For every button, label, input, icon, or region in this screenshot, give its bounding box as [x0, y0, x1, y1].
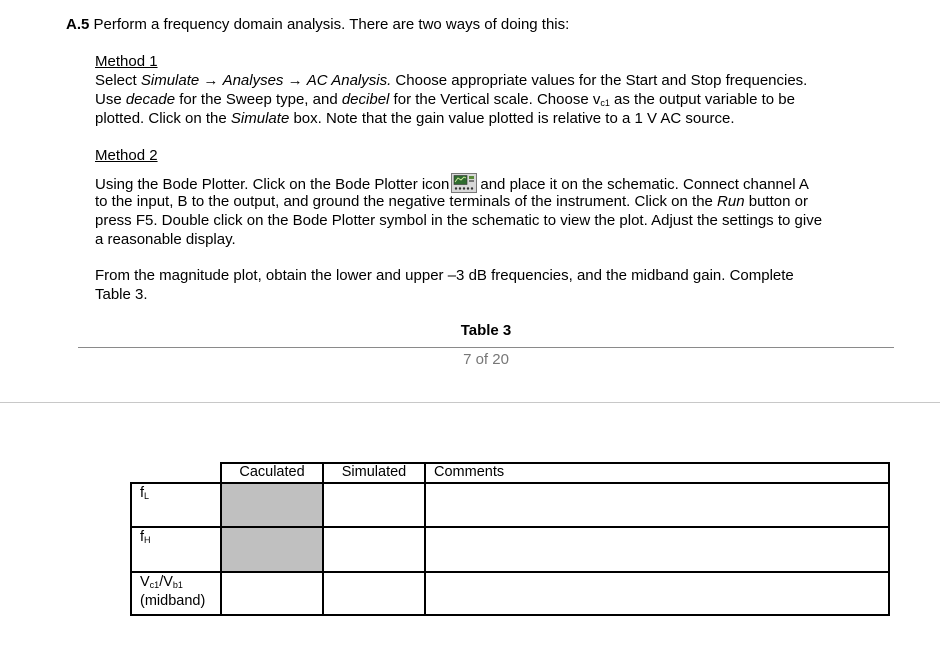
cell-sim-fL[interactable]: [324, 484, 422, 526]
bode-plotter-icon: [451, 173, 477, 193]
method1-heading: Method 1: [95, 53, 158, 70]
section-intro: Perform a frequency domain analysis. There are two ways of doing this:: [93, 16, 570, 33]
table-bottom-border: [130, 614, 890, 616]
method1-block: [95, 52, 895, 128]
closing-line1: From the magnitude plot, obtain the lower and upper –3 dB frequencies, and the midband gain. Complete: [95, 267, 794, 284]
row-label-fL: $f_L$: [140, 485, 150, 501]
row-label-gain-midband: (midband): [140, 593, 206, 609]
page-indicator: 7 of 20: [463, 351, 509, 368]
header-comments: Comments: [434, 464, 505, 480]
closing-line2: Table 3.: [95, 286, 148, 303]
section-heading: [66, 16, 569, 33]
table-caption: Table 3: [460, 322, 512, 339]
page-divider: [78, 347, 894, 348]
method2-heading: Method 2: [95, 147, 158, 164]
cell-comments-fL[interactable]: [426, 484, 888, 526]
method1-line2: Use decade for the Sweep type, and decibel for the Vertical scale. Choose $v_{c1}$ as the output variable to be: [95, 91, 795, 108]
cell-comments-fH[interactable]: [426, 528, 888, 571]
method2-line3: press F5. Double click on the Bode Plotter symbol in the schematic to view the plot. Adjust the settings to give: [95, 212, 823, 229]
header-calculated: Caculated: [239, 464, 305, 480]
method1-line1: Select Simulate → Analyses → AC Analysis. Choose appropriate values for the Start and Stop frequencies.: [95, 72, 808, 89]
method2-line4: a reasonable display.: [95, 231, 236, 248]
cell-sim-fH[interactable]: [324, 528, 422, 571]
table-right-border: [888, 462, 890, 616]
page-break-divider: [0, 402, 940, 403]
method2-block: [95, 146, 895, 249]
closing-block: [95, 266, 895, 304]
table-left-border: [130, 482, 132, 616]
method1-line3: plotted. Click on the Simulate box. Note that the gain value plotted is relative to a 1 V AC source.: [95, 110, 735, 127]
cell-comments-gain[interactable]: [426, 573, 888, 614]
shaded-cell-calc-fL: [221, 483, 323, 527]
header-simulated: Simulated: [341, 464, 407, 480]
row-label-gain: $V_{c1}/V_{b1}$: [140, 574, 183, 590]
row-label-fH: $f_H$: [140, 529, 151, 545]
cell-sim-gain[interactable]: [324, 573, 422, 614]
method2-line1: Using the Bode Plotter. Click on the Bode Plotter icon and place it on the schematic. Connect channel A: [95, 173, 895, 192]
cell-calc-gain[interactable]: [222, 573, 322, 614]
shaded-cell-calc-fH: [221, 527, 323, 572]
section-number: A.5: [66, 16, 90, 33]
method2-line2: to the input, B to the output, and ground the negative terminals of the instrument. Click on the Run button or: [95, 193, 808, 210]
